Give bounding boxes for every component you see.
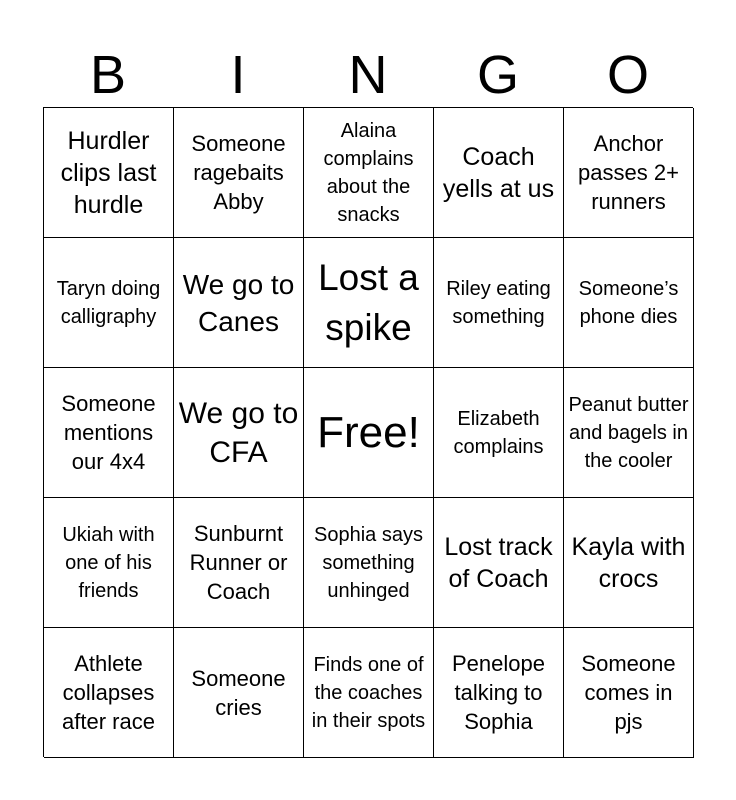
free-space[interactable]: Free! — [304, 368, 434, 498]
bingo-cell[interactable]: Lost a spike — [304, 238, 434, 368]
bingo-cell[interactable]: Alaina complains about the snacks — [304, 108, 434, 238]
header-letter-n: N — [348, 45, 388, 105]
bingo-cell[interactable]: Athlete collapses after race — [44, 628, 174, 758]
bingo-cell[interactable]: Kayla with crocs — [564, 498, 694, 628]
bingo-cell[interactable]: Someone cries — [174, 628, 304, 758]
bingo-cell[interactable]: Hurdler clips last hurdle — [44, 108, 174, 238]
bingo-cell[interactable]: Someone’s phone dies — [564, 238, 694, 368]
bingo-cell[interactable]: Taryn doing calligraphy — [44, 238, 174, 368]
bingo-cell[interactable]: Peanut butter and bagels in the cooler — [564, 368, 694, 498]
header-letter-b: B — [89, 45, 127, 105]
bingo-cell[interactable]: Elizabeth complains — [434, 368, 564, 498]
bingo-cell[interactable]: Someone mentions our 4x4 — [44, 368, 174, 498]
bingo-cell[interactable]: Sophia says something unhinged — [304, 498, 434, 628]
bingo-cell[interactable]: We go to Canes — [174, 238, 304, 368]
bingo-cell[interactable]: We go to CFA — [174, 368, 304, 498]
bingo-cell[interactable]: Sunburnt Runner or Coach — [174, 498, 304, 628]
bingo-cell[interactable]: Finds one of the coaches in their spots — [304, 628, 434, 758]
bingo-cell[interactable]: Penelope talking to Sophia — [434, 628, 564, 758]
header-letter-g: G — [476, 45, 519, 105]
bingo-cell[interactable]: Riley eating something — [434, 238, 564, 368]
header-letter-i: I — [230, 45, 246, 105]
bingo-header — [43, 44, 693, 106]
header-letter-o: O — [606, 45, 649, 105]
bingo-cell[interactable]: Anchor passes 2+ runners — [564, 108, 694, 238]
bingo-cell[interactable]: Ukiah with one of his friends — [44, 498, 174, 628]
bingo-cell[interactable]: Someone ragebaits Abby — [174, 108, 304, 238]
bingo-cell[interactable]: Lost track of Coach — [434, 498, 564, 628]
bingo-cell[interactable]: Coach yells at us — [434, 108, 564, 238]
bingo-cell[interactable]: Someone comes in pjs — [564, 628, 694, 758]
bingo-board — [43, 107, 693, 757]
